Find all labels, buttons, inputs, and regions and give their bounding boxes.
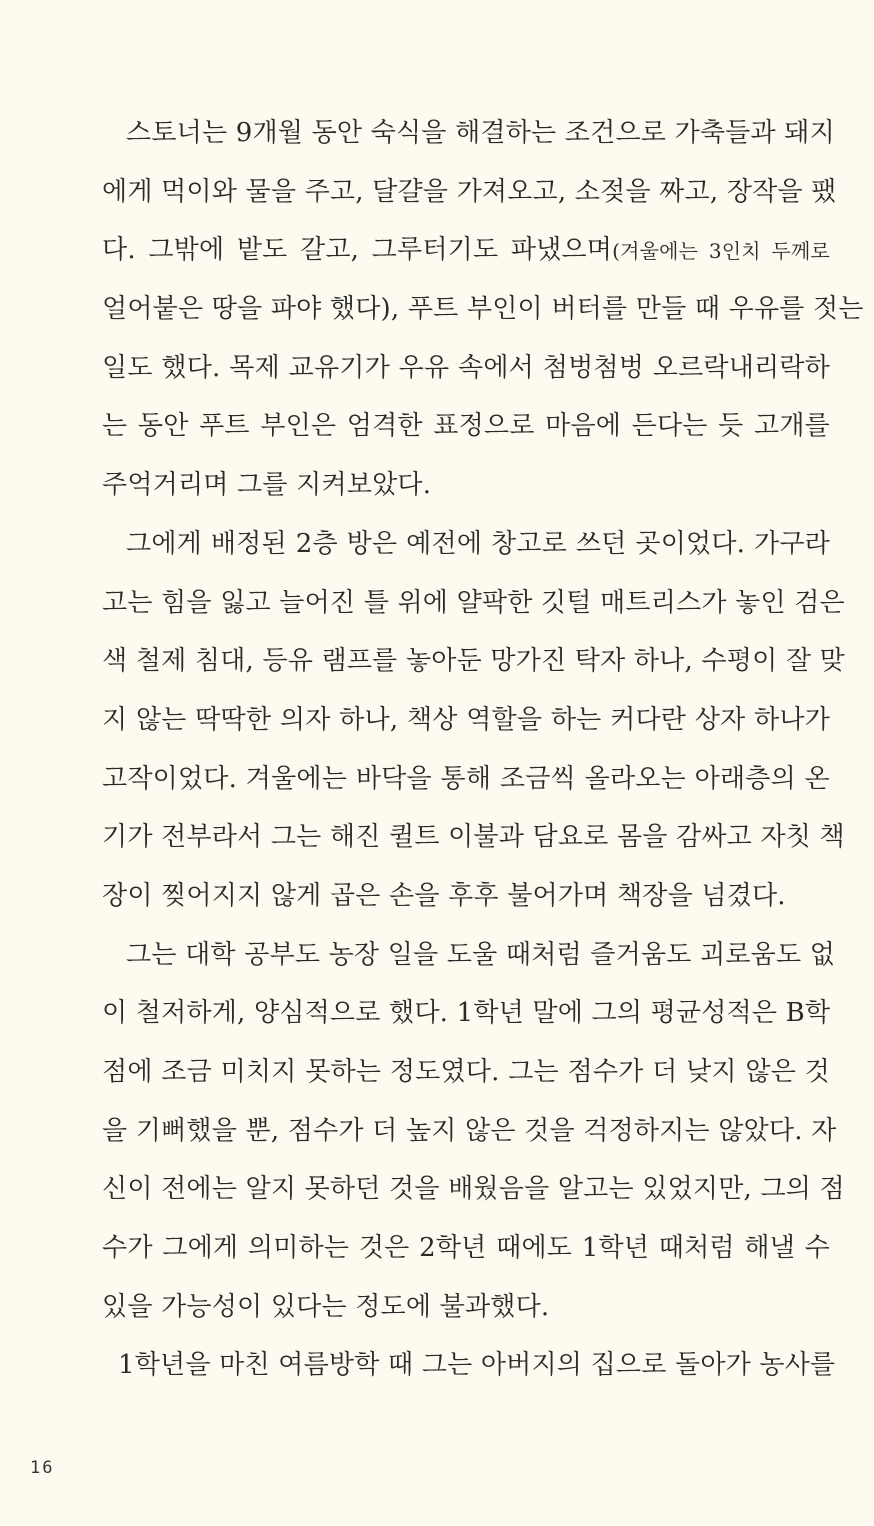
text-line-main: 다. 그밖에 밭도 갈고, 그루터기도 파냈으며 bbox=[102, 235, 613, 266]
text-line: 지 않는 딱딱한 의자 하나, 책상 역할을 하는 커다란 상자 하나가 bbox=[102, 704, 830, 735]
page-number: 16 bbox=[30, 1458, 55, 1478]
text-line: 1학년을 마친 여름방학 때 그는 아버지의 집으로 돌아가 농사를 bbox=[118, 1350, 836, 1381]
text-line-aside: (겨울에는 3인치 두께로 bbox=[612, 239, 830, 264]
paragraph-1 bbox=[102, 104, 864, 515]
text-line: 있을 가능성이 있다는 정도에 불과했다. bbox=[102, 1291, 550, 1322]
text-line: 수가 그에게 의미하는 것은 2학년 때에도 1학년 때처럼 해낼 수 bbox=[102, 1233, 830, 1264]
text-line bbox=[102, 221, 830, 280]
text-line: 기가 전부라서 그는 해진 퀼트 이불과 담요로 몸을 감싸고 자칫 책 bbox=[102, 822, 845, 853]
text-line: 얼어붙은 땅을 파야 했다), 푸트 부인이 버터를 만들 때 우유를 젓는 bbox=[102, 294, 864, 325]
text-line: 장이 찢어지지 않게 곱은 손을 후후 불어가며 책장을 넘겼다. bbox=[102, 880, 786, 911]
text-line: 일도 했다. 목제 교유기가 우유 속에서 첨벙첨벙 오르락내리락하 bbox=[102, 352, 830, 383]
text-line: 을 기뻐했을 뿐, 점수가 더 높지 않은 것을 걱정하지는 않았다. 자 bbox=[102, 1115, 837, 1146]
paragraph-2 bbox=[102, 515, 845, 926]
body-text bbox=[102, 104, 864, 1395]
paragraph-3 bbox=[102, 926, 845, 1337]
text-line: 고작이었다. 겨울에는 바닥을 통해 조금씩 올라오는 아래층의 온 bbox=[102, 763, 830, 794]
text-line: 그는 대학 공부도 농장 일을 도울 때처럼 즐거움도 괴로움도 없 bbox=[126, 939, 836, 970]
text-line: 이 철저하게, 양심적으로 했다. 1학년 말에 그의 평균성적은 B학 bbox=[102, 998, 831, 1029]
text-line: 색 철제 침대, 등유 램프를 놓아둔 망가진 탁자 하나, 수평이 잘 맞 bbox=[102, 646, 845, 677]
text-line: 고는 힘을 잃고 늘어진 틀 위에 얄팍한 깃털 매트리스가 놓인 검은 bbox=[102, 587, 845, 618]
text-line: 신이 전에는 알지 못하던 것을 배웠음을 알고는 있었지만, 그의 점 bbox=[102, 1174, 845, 1205]
text-line: 그에게 배정된 2층 방은 예전에 창고로 쓰던 곳이었다. 가구라 bbox=[126, 528, 830, 559]
text-line: 에게 먹이와 물을 주고, 달걀을 가져오고, 소젖을 짜고, 장작을 팼 bbox=[102, 176, 837, 207]
text-line: 스토너는 9개월 동안 숙식을 해결하는 조건으로 가축들과 돼지 bbox=[126, 118, 835, 148]
text-line: 주억거리며 그를 지켜보았다. bbox=[102, 470, 432, 501]
text-line: 점에 조금 미치지 못하는 정도였다. 그는 점수가 더 낮지 않은 것 bbox=[102, 1057, 830, 1087]
paragraph-4 bbox=[102, 1336, 836, 1395]
text-line: 는 동안 푸트 부인은 엄격한 표정으로 마음에 든다는 듯 고개를 bbox=[102, 411, 830, 442]
